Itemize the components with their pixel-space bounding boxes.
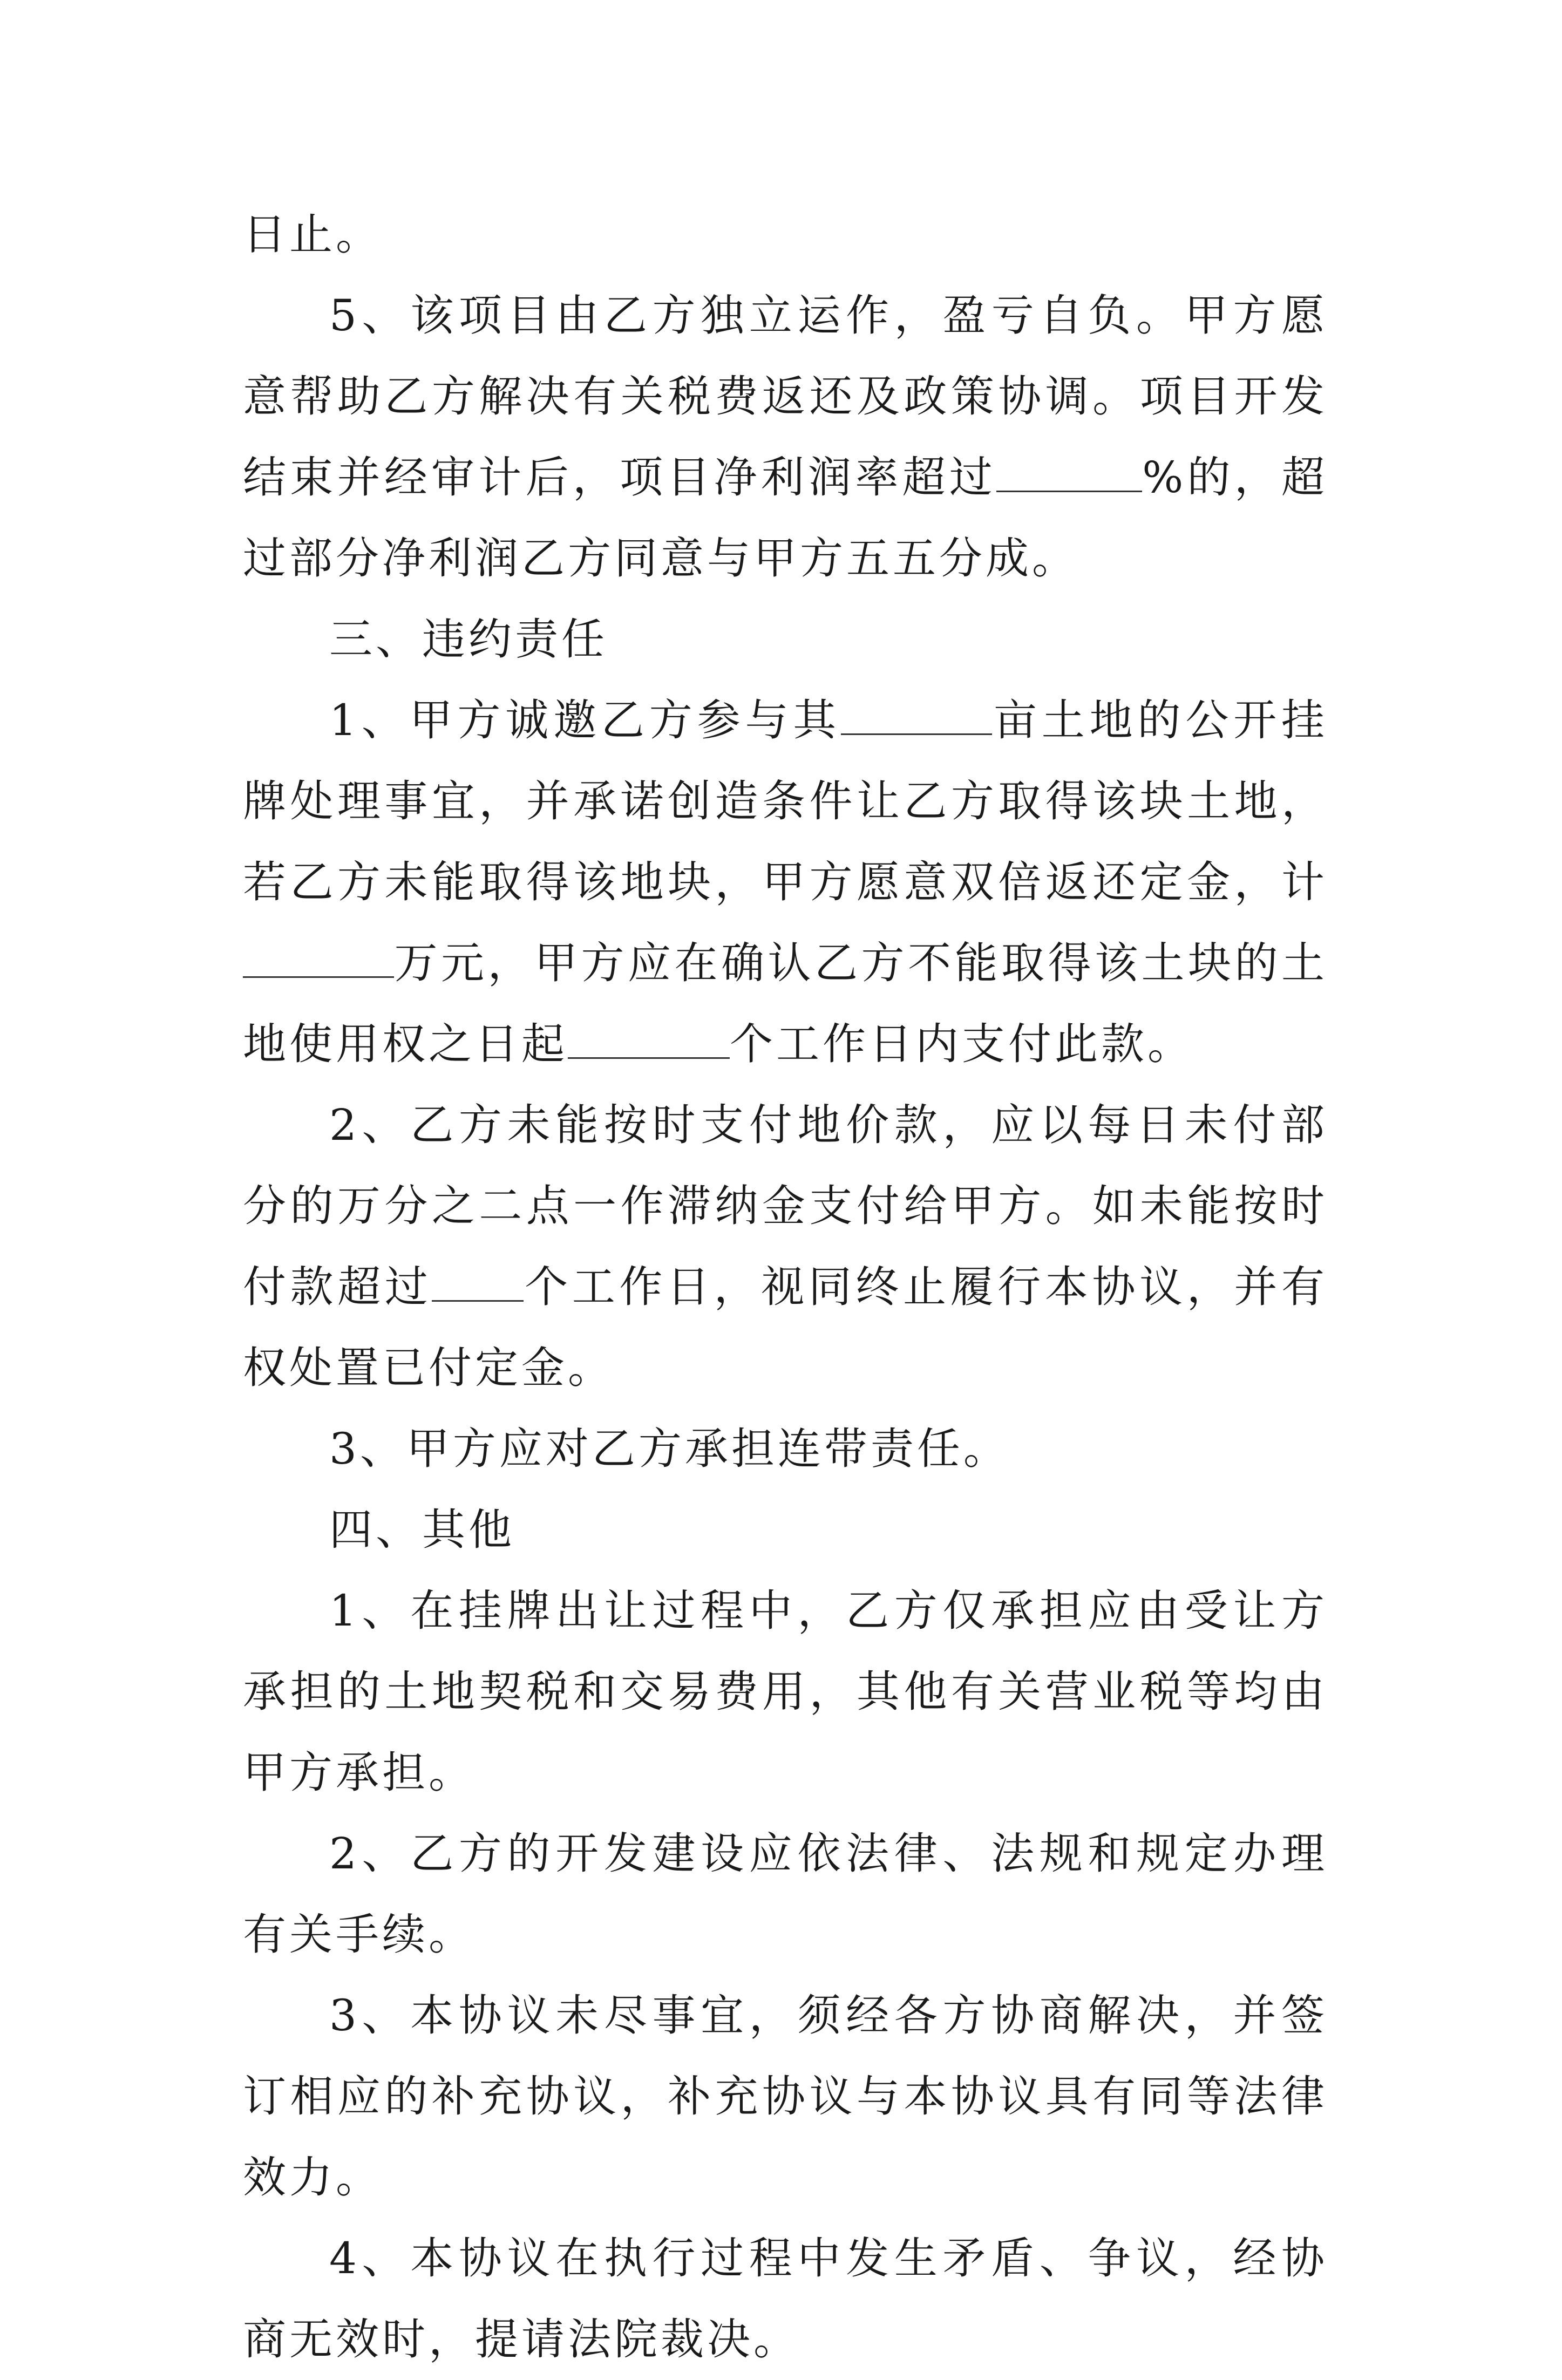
paragraph-other-4 <box>243 2218 1328 2380</box>
paragraph-text: 亩土地的公开挂牌处理事宜，并承诺创造条件让乙方取得该块土地，若乙方未能取得该地块，甲方愿意双倍返还定金，计 <box>243 695 1328 907</box>
paragraph-breach-1 <box>243 680 1328 1085</box>
paragraph-continuation <box>243 194 1328 275</box>
heading-text: 三、违约责任 <box>329 614 608 664</box>
paragraph-text: 1、甲方诚邀乙方参与其 <box>329 695 841 745</box>
section-heading-other <box>243 1490 1328 1570</box>
fill-blank <box>243 934 394 978</box>
section-heading-breach-liability <box>243 599 1328 680</box>
paragraph-breach-2 <box>243 1085 1328 1409</box>
paragraph-breach-3 <box>243 1409 1328 1490</box>
paragraph-text: 4、本协议在执行过程中发生矛盾、争议，经协商无效时，提请法院裁决。 <box>243 2233 1328 2364</box>
paragraph-text: 2、乙方的开发建设应依法律、法规和规定办理有关手续。 <box>243 1828 1328 1960</box>
fill-blank <box>432 1258 524 1302</box>
paragraph-text: 3、甲方应对乙方承担连带责任。 <box>329 1424 1010 1474</box>
paragraph-text: 个工作日，视同终止履行本协议，并有权处置已付定金。 <box>243 1262 1328 1393</box>
fill-blank <box>568 1015 730 1059</box>
heading-text: 四、其他 <box>329 1505 515 1555</box>
paragraph-clause-5 <box>243 275 1328 599</box>
paragraph-text: 2、乙方未能按时支付地价款，应以每日未付部分的万分之二点一作滞纳金支付给甲方。如未能按时付款超过 <box>243 1100 1328 1312</box>
paragraph-text: 万元，甲方应在确认乙方不能取得该土块的土地使用权之日起 <box>243 938 1328 1069</box>
paragraph-other-1 <box>243 1570 1328 1813</box>
fill-blank <box>996 448 1142 492</box>
paragraph-other-2 <box>243 1813 1328 1975</box>
paragraph-text: 个工作日内支付此款。 <box>730 1019 1194 1069</box>
paragraph-other-3 <box>243 1975 1328 2218</box>
paragraph-text: %的，超过部分净利润乙方同意与甲方五五分成。 <box>243 452 1328 583</box>
paragraph-text: 5、该项目由乙方独立运作，盈亏自负。甲方愿意帮助乙方解决有关税费返还及政策协调。项目开发结束并经审计后，项目净利润率超过 <box>243 290 1328 502</box>
paragraph-text: 日止。 <box>243 209 382 260</box>
fill-blank <box>841 691 992 735</box>
paragraph-text: 1、在挂牌出让过程中，乙方仅承担应由受让方承担的土地契税和交易费用，其他有关营业税等均由甲方承担。 <box>243 1586 1328 1798</box>
paragraph-text: 3、本协议未尽事宜，须经各方协商解决，并签订相应的补充协议，补充协议与本协议具有同等法律效力。 <box>243 1990 1328 2202</box>
document-body <box>243 194 1328 2380</box>
